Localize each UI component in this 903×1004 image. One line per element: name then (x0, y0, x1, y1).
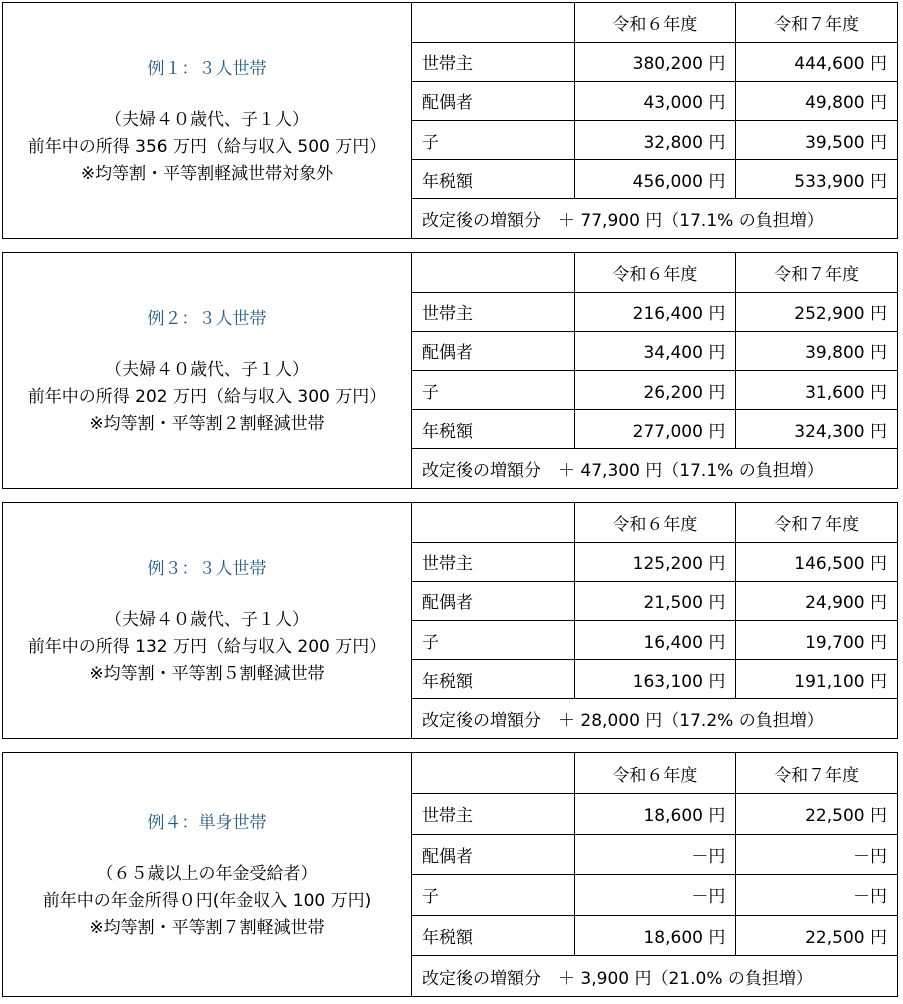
head-r7-value: 444,600 円 (736, 42, 897, 81)
header-blank-cell (412, 3, 574, 42)
increase-cell (412, 199, 897, 238)
tax-table (412, 253, 897, 488)
example-block (2, 752, 898, 997)
increase-row (412, 199, 897, 238)
child-r6-value: 26,200 円 (574, 370, 736, 409)
example-block (2, 502, 898, 739)
child-r7-value: 31,600 円 (736, 370, 897, 409)
increase-row (412, 956, 897, 997)
example-title: 例３：３人世帯 (147, 558, 267, 579)
increase-value: ＋ 28,000 円（17.2% の負担増） (558, 711, 824, 732)
head-r7-value: 252,900 円 (736, 292, 897, 331)
income-info: 前年中の年金所得０円(年金収入 100 万円) (42, 890, 372, 911)
increase-row (412, 449, 897, 488)
table-row (412, 915, 897, 956)
table-row (412, 120, 897, 159)
child-r6-value: －円 (574, 875, 736, 916)
row-label-spouse: 配偶者 (412, 331, 574, 370)
child-r7-value: 19,700 円 (736, 620, 897, 659)
table-row (412, 410, 897, 449)
head-r6-value: 216,400 円 (574, 292, 736, 331)
row-label-increase: 改定後の増額分 (422, 211, 541, 232)
household-composition: （夫婦４０歳代、子１人） (105, 359, 309, 380)
row-label-total: 年税額 (412, 410, 574, 449)
example-title: 例４：単身世帯 (147, 812, 267, 833)
spouse-r7-value: 24,900 円 (736, 581, 897, 620)
row-label-spouse: 配偶者 (412, 581, 574, 620)
spouse-r7-value: 49,800 円 (736, 81, 897, 120)
head-r7-value: 146,500 円 (736, 542, 897, 581)
example-title: 例２：３人世帯 (147, 308, 267, 329)
total-r7-value: 191,100 円 (736, 660, 897, 699)
table-row (412, 834, 897, 875)
head-r6-value: 380,200 円 (574, 42, 736, 81)
reduction-note: ※均等割・平等割７割軽減世帯 (89, 917, 325, 938)
increase-row (412, 699, 897, 738)
row-label-increase: 改定後の増額分 (422, 711, 541, 732)
child-r6-value: 16,400 円 (574, 620, 736, 659)
table-header-row (412, 253, 897, 292)
increase-value: ＋ 47,300 円（17.1% の負担増） (558, 461, 824, 482)
row-label-increase: 改定後の増額分 (422, 461, 541, 482)
header-r7: 令和７年度 (736, 753, 897, 794)
tax-table (412, 3, 897, 238)
example-block (2, 252, 898, 489)
child-r6-value: 32,800 円 (574, 120, 736, 159)
row-label-head: 世帯主 (412, 42, 574, 81)
spouse-r6-value: 21,500 円 (574, 581, 736, 620)
example-description (3, 503, 412, 738)
row-label-child: 子 (412, 370, 574, 409)
tax-table (412, 753, 897, 996)
table-row (412, 81, 897, 120)
spouse-r6-value: －円 (574, 834, 736, 875)
total-r6-value: 18,600 円 (574, 915, 736, 956)
increase-value: ＋ 77,900 円（17.1% の負担増） (558, 211, 824, 232)
spouse-r6-value: 34,400 円 (574, 331, 736, 370)
row-label-head: 世帯主 (412, 542, 574, 581)
spouse-r7-value: 39,800 円 (736, 331, 897, 370)
table-header-row (412, 3, 897, 42)
income-info: 前年中の所得 202 万円（給与収入 300 万円） (27, 386, 387, 407)
increase-cell (412, 449, 897, 488)
row-label-spouse: 配偶者 (412, 834, 574, 875)
reduction-note: ※均等割・平等割５割軽減世帯 (89, 663, 325, 684)
spouse-r7-value: －円 (736, 834, 897, 875)
table-row (412, 620, 897, 659)
reduction-note: ※均等割・平等割軽減世帯対象外 (80, 163, 334, 184)
row-label-child: 子 (412, 875, 574, 916)
header-r6: 令和６年度 (574, 3, 736, 42)
table-row (412, 794, 897, 835)
household-composition: （夫婦４０歳代、子１人） (105, 609, 309, 630)
total-r7-value: 324,300 円 (736, 410, 897, 449)
household-composition: （夫婦４０歳代、子１人） (105, 109, 309, 130)
total-r7-value: 533,900 円 (736, 160, 897, 199)
header-r7: 令和７年度 (736, 503, 897, 542)
total-r6-value: 277,000 円 (574, 410, 736, 449)
row-label-total: 年税額 (412, 915, 574, 956)
header-blank-cell (412, 503, 574, 542)
head-r6-value: 18,600 円 (574, 794, 736, 835)
spouse-r6-value: 43,000 円 (574, 81, 736, 120)
table-row (412, 542, 897, 581)
table-row (412, 370, 897, 409)
example-description (3, 3, 412, 238)
table-row (412, 331, 897, 370)
row-label-increase: 改定後の増額分 (422, 968, 541, 989)
increase-cell (412, 699, 897, 738)
header-r7: 令和７年度 (736, 253, 897, 292)
row-label-head: 世帯主 (412, 292, 574, 331)
example-block (2, 2, 898, 239)
header-r6: 令和６年度 (574, 253, 736, 292)
table-row (412, 581, 897, 620)
total-r7-value: 22,500 円 (736, 915, 897, 956)
header-r6: 令和６年度 (574, 753, 736, 794)
table-row (412, 660, 897, 699)
table-row (412, 160, 897, 199)
row-label-head: 世帯主 (412, 794, 574, 835)
header-blank-cell (412, 253, 574, 292)
child-r7-value: 39,500 円 (736, 120, 897, 159)
header-r6: 令和６年度 (574, 503, 736, 542)
row-label-total: 年税額 (412, 660, 574, 699)
table-row (412, 292, 897, 331)
row-label-total: 年税額 (412, 160, 574, 199)
reduction-note: ※均等割・平等割２割軽減世帯 (89, 413, 325, 434)
header-r7: 令和７年度 (736, 3, 897, 42)
total-r6-value: 163,100 円 (574, 660, 736, 699)
head-r7-value: 22,500 円 (736, 794, 897, 835)
row-label-child: 子 (412, 120, 574, 159)
table-row (412, 42, 897, 81)
income-info: 前年中の所得 132 万円（給与収入 200 万円） (27, 636, 387, 657)
income-info: 前年中の所得 356 万円（給与収入 500 万円） (27, 136, 387, 157)
tax-table (412, 503, 897, 738)
table-row (412, 875, 897, 916)
household-composition: （６５歳以上の年金受給者） (96, 863, 318, 884)
child-r7-value: －円 (736, 875, 897, 916)
example-description (3, 253, 412, 488)
row-label-child: 子 (412, 620, 574, 659)
head-r6-value: 125,200 円 (574, 542, 736, 581)
example-description (3, 753, 412, 996)
row-label-spouse: 配偶者 (412, 81, 574, 120)
table-header-row (412, 753, 897, 794)
increase-cell (412, 956, 897, 997)
header-blank-cell (412, 753, 574, 794)
increase-value: ＋ 3,900 円（21.0% の負担増） (558, 968, 813, 989)
example-title: 例１：３人世帯 (147, 58, 267, 79)
total-r6-value: 456,000 円 (574, 160, 736, 199)
table-header-row (412, 503, 897, 542)
